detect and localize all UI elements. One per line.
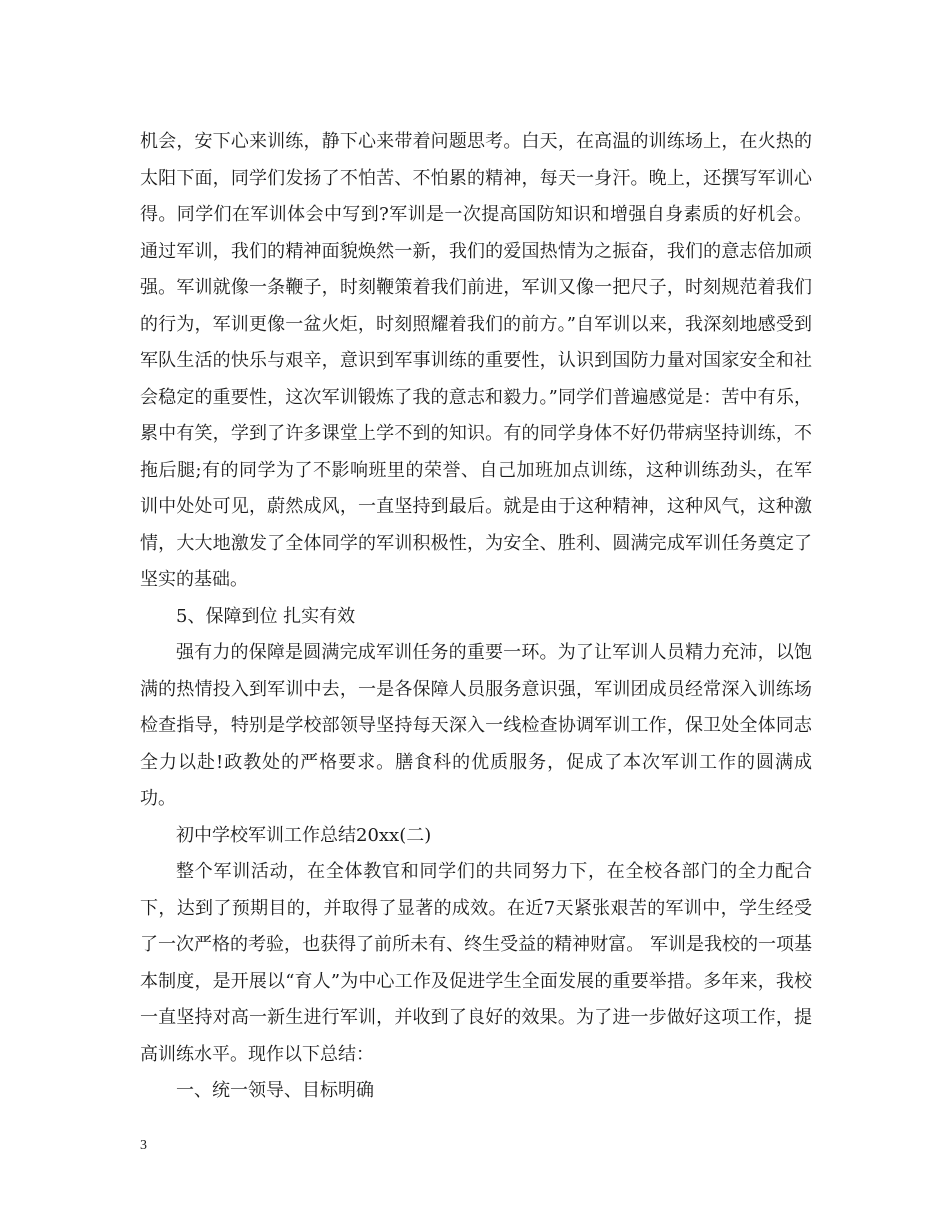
document-body — [140, 124, 812, 1110]
section-heading: 5、保障到位 扎实有效 — [176, 605, 356, 627]
body-paragraph: 机会，安下心来训练，静下心来带着问题思考。白天，在高温的训练场上，在火热的太阳下面，同学们发扬了不怕苦、不怕累的精神，每天一身汗。晚上，还撰写军训心得。同学们在军训体会中写到?军训是一次提高国防知识和增强自身素质的好机会。通过军训，我们的精神面貌焕然一新，我们的爱国热情为之振奋，我们的意志倍加顽强。军训就像一条鞭子，时刻鞭策着我们前进，军训又像一把尺子，时刻规范着我们的行为，军训更像一盆火炬，时刻照耀着我们的前方。”自军训以来，我深刻地感受到军队生活的快乐与艰辛，意识到军事训练的重要性，认识到国防力量对国家安全和社会稳定的重要性，这次军训锻炼了我的意志和毅力。”同学们普遍感觉是：苦中有乐，累中有笑，学到了许多课堂上学不到的知识。有的同学身体不好仍带病坚持训练，不拖后腿;有的同学为了不影响班里的荣誉、自己加班加点训练，这种训练劲头，在军训中处处可见，蔚然成风，一直坚持到最后。就是由于这种精神，这种风气，这种激情，大大地激发了全体同学的军训积极性，为安全、胜利、圆满完成军训任务奠定了坚实的基础。 — [140, 131, 812, 590]
body-paragraph: 强有力的保障是圆满完成军训任务的重要一环。为了让军训人员精力充沛，以饱满的热情投入到军训中去，一是各保障人员服务意识强，军训团成员经常深入训练场检查指导，特别是学校部领导坚持每天深入一线检查协调军训工作，保卫处全体同志全力以赴!政教处的严格要求。膳食科的优质服务，促成了本次军训工作的圆满成功。 — [140, 642, 812, 809]
document-subtitle: 初中学校军训工作总结20xx(二) — [176, 824, 432, 846]
body-paragraph: 整个军训活动，在全体教官和同学们的共同努力下，在全校各部门的全力配合下，达到了预期目的，并取得了显著的成效。在近7天紧张艰苦的军训中，学生经受了一次严格的考验，也获得了前所未有、终生受益的精神财富。 军训是我校的一项基本制度，是开展以“育人”为中心工作及促进学生全面发展的重要举措。多年来，我校一直坚持对高一新生进行军训，并收到了良好的效果。为了进一步做好这项工作，提高训练水平。现作以下总结： — [140, 861, 812, 1065]
section-heading: 一、统一领导、目标明确 — [176, 1080, 374, 1101]
page-number: 3 — [140, 1138, 147, 1153]
